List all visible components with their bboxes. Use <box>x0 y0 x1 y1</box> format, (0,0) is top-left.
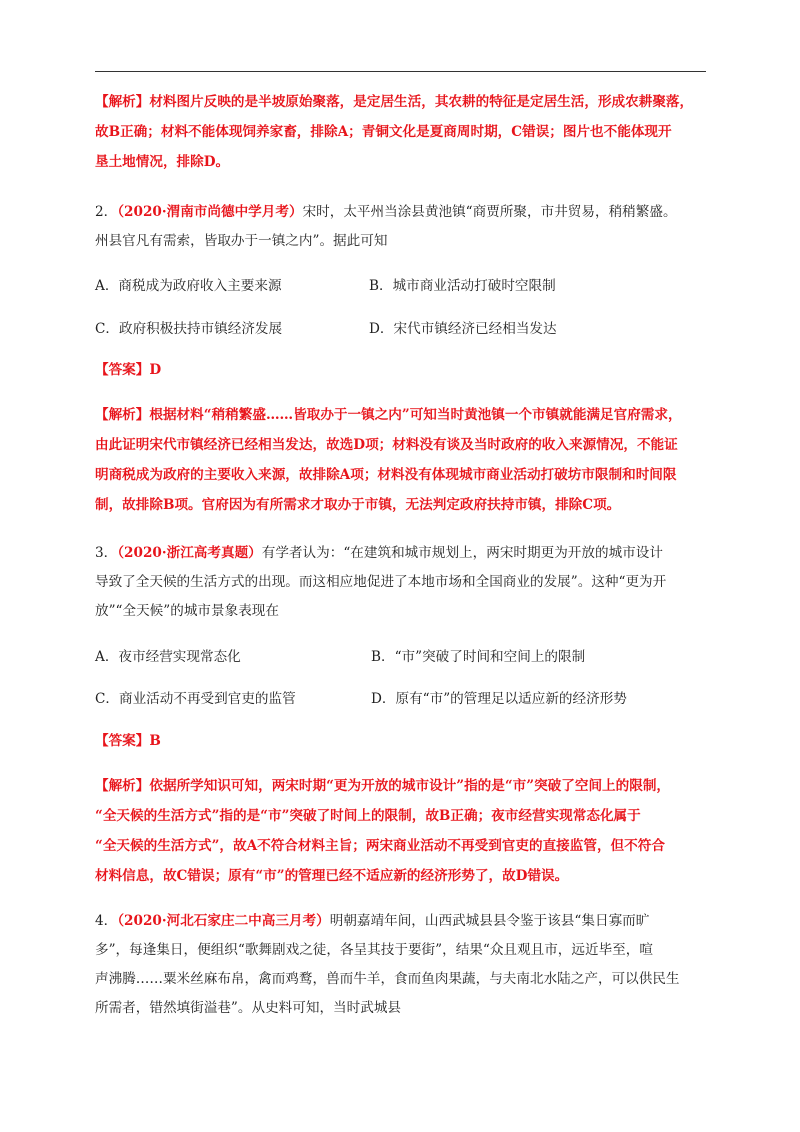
analysis-line: 材料信息，故C错误；原有“市”的管理已经不适应新的经济形势了，故D错误。 <box>95 868 569 884</box>
question-3-stem <box>95 539 707 626</box>
analysis-line: “全天候的生活方式”指的是“市”突破了时间上的限制，故B正确；夜市经营实现常态化属于 <box>95 808 641 824</box>
question-text: 放”“全天候”的城市景象表现在 <box>95 603 279 619</box>
analysis-q2 <box>95 400 707 520</box>
analysis-line: “全天候的生活方式”，故A不符合材料主旨；两宋商业活动不再受到官吏的直接监管，但不符合 <box>95 838 665 854</box>
option-c: C．政府积极扶持市镇经济发展 <box>95 321 283 337</box>
analysis-line: 故B正确；材料不能体现饲养家畜，排除A；青铜文化是夏商周时期，C错误；图片也不能体现开 <box>95 124 672 140</box>
analysis-line: 【解析】材料图片反映的是半坡原始聚落，是定居生活，其农耕的特征是定居生活，形成农耕聚落， <box>95 94 694 110</box>
question-text: 明朝嘉靖年间，山西武城县县令鉴于该县“集日寡而旷 <box>329 913 650 929</box>
analysis-line: 【解析】根据材料“稍稍繁盛……皆取办于一镇之内”可知当时黄池镇一个市镇就能满足官府需求， <box>95 407 682 423</box>
option-b: B．城市商业活动打破时空限制 <box>369 278 556 294</box>
analysis-q3 <box>95 771 707 891</box>
question-text: 导致了全天候的生活方式的出现。而这相应地促进了本地市场和全国商业的发展”。这种“更为开 <box>95 574 667 590</box>
question-number: 4． <box>95 913 118 929</box>
question-text: 所需者，错然填街溢巷”。从史料可知，当时武城县 <box>95 1000 402 1016</box>
analysis-q1 <box>95 87 707 177</box>
option-b: B．“市”突破了时间和空间上的限制 <box>371 649 586 665</box>
question-number: 3． <box>95 545 118 561</box>
analysis-line: 由此证明宋代市镇经济已经相当发达，故选D项；材料没有谈及当时政府的收入来源情况，不能证 <box>95 437 678 453</box>
option-d: D．宋代市镇经济已经相当发达 <box>369 321 557 337</box>
question-text: 州县官凡有需索，皆取办于一镇之内”。据此可知 <box>95 233 388 249</box>
question-source: （2020·河北石家庄二中高三月考） <box>117 913 330 929</box>
question-4-stem <box>95 907 707 1023</box>
answer-q2: 【答案】D <box>95 362 162 378</box>
question-text: 宋时，太平州当涂县黄池镇“商贾所聚，市井贸易，稍稍繁盛。 <box>302 204 677 220</box>
analysis-line: 制，故排除B项。官府因为有所需求才取办于市镇，无法判定政府扶持市镇，排除C项。 <box>95 497 621 513</box>
analysis-line: 明商税成为政府的主要收入来源，故排除A项；材料没有体现城市商业活动打破坊市限制和时间限 <box>95 467 677 483</box>
analysis-line: 垦土地情况，排除D。 <box>95 154 230 170</box>
option-a: A．商税成为政府收入主要来源 <box>95 278 282 294</box>
question-text: 多”，每逢集日，便组织“歌舞剧戏之徒，各呈其技于要街”，结果“众且观且市，远近毕至，喧 <box>95 942 653 958</box>
question-text: 声沸腾……粟米丝麻布帛，禽而鸡鹜，兽而牛羊，食而鱼肉果蔬，与夫南北水陆之产，可以供民生 <box>95 971 680 987</box>
question-number: 2． <box>95 204 118 220</box>
question-text: 有学者认为：“在建筑和城市规划上，两宋时期更为开放的城市设计 <box>261 545 663 561</box>
option-c: C．商业活动不再受到官吏的监管 <box>95 691 296 707</box>
header-rule <box>95 71 706 72</box>
option-d: D．原有“市”的管理足以适应新的经济形势 <box>371 691 627 707</box>
question-source: （2020·渭南市尚德中学月考） <box>117 204 303 220</box>
question-2-stem <box>95 198 707 256</box>
option-a: A．夜市经营实现常态化 <box>95 649 241 665</box>
question-source: （2020·浙江高考真题） <box>117 545 262 561</box>
answer-q3: 【答案】B <box>95 733 161 749</box>
analysis-line: 【解析】依据所学知识可知，两宋时期“更为开放的城市设计”指的是“市”突破了空间上的限制， <box>95 778 671 794</box>
